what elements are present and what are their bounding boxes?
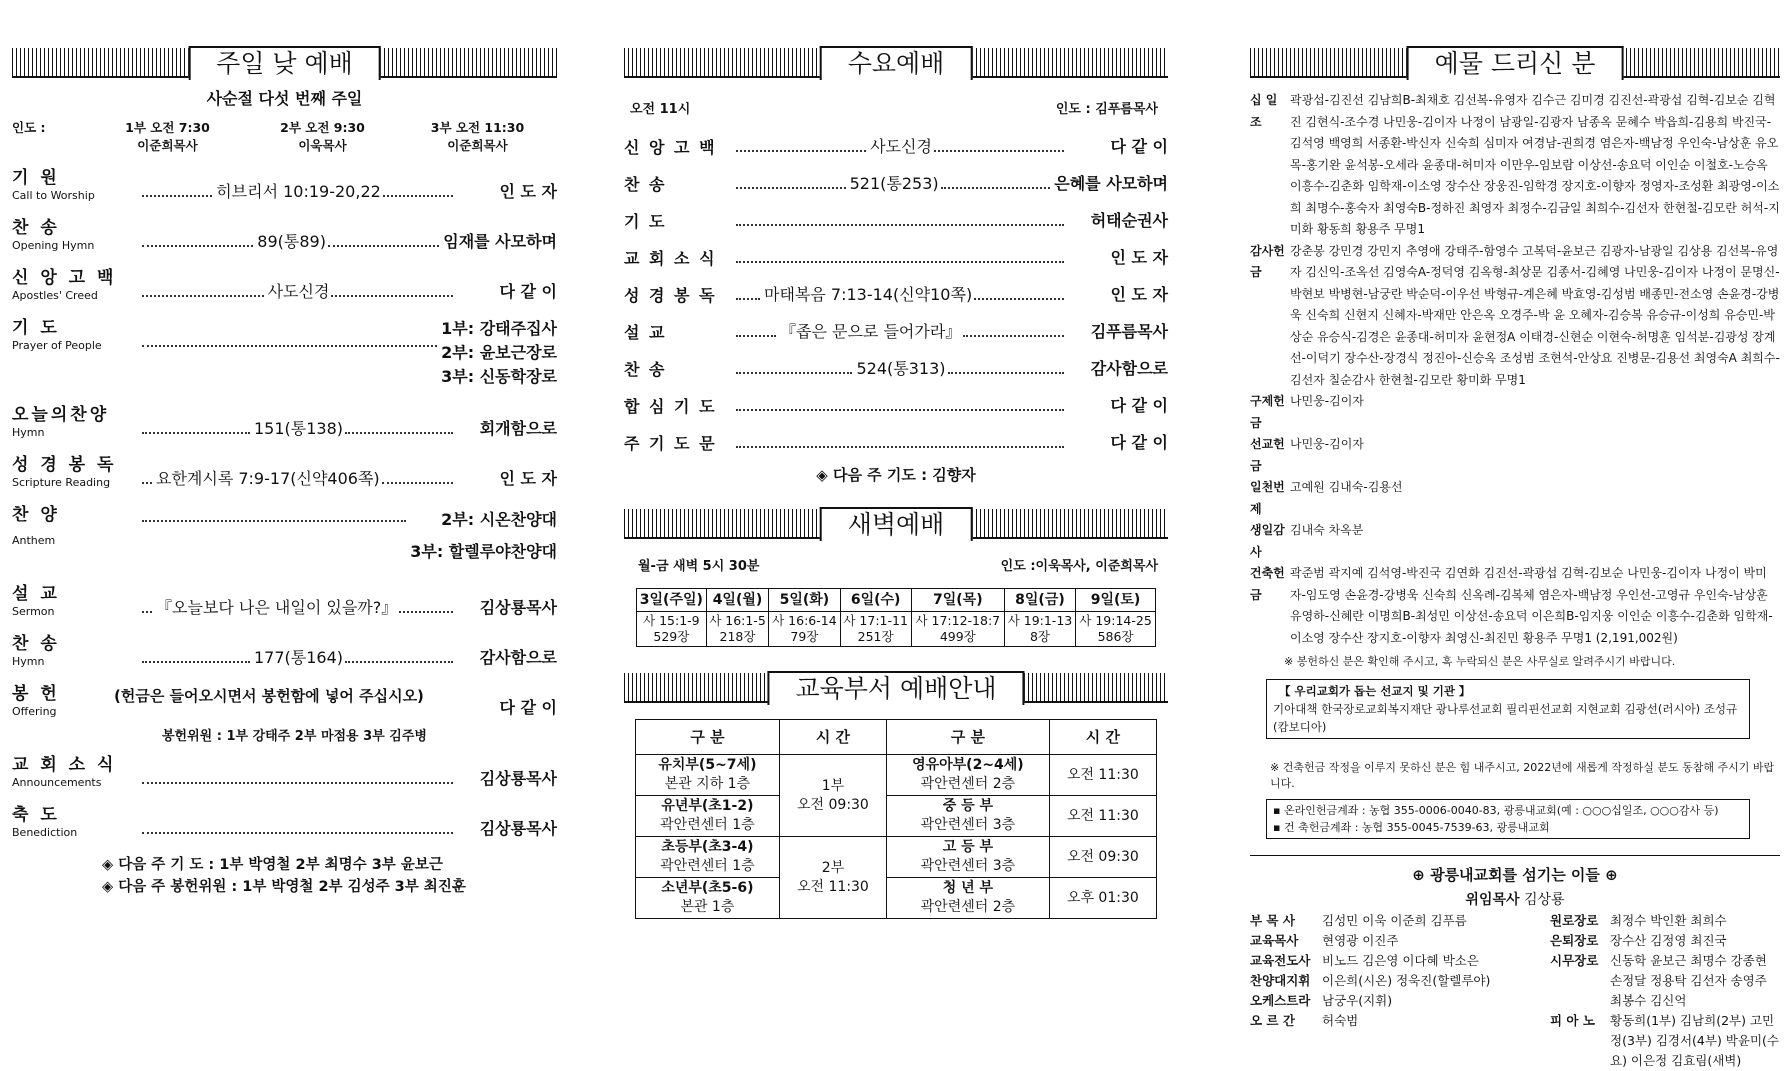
wed-item-name: 찬 송 [624,360,667,379]
table-row [636,755,1157,796]
service-leader: 이준희목사 [137,138,198,153]
time-value: 오전 11:30 [1049,796,1156,837]
staff-row [1250,911,1550,931]
wed-item-name: 신 앙 고 백 [624,138,717,157]
dept-cell [887,755,1050,796]
prayer-leader: 2부: 윤보근장로 [441,343,557,362]
column-header: 시 간 [1049,720,1156,755]
offering-label: 십 일 조 [1250,93,1278,129]
wed-item [624,417,1168,454]
staff-row [1550,951,1780,1011]
wed-item [624,158,1168,195]
wed-item [624,195,1168,232]
offering-group-thousand [1250,477,1780,520]
staff-row [1250,971,1550,991]
mission-list: 기아대책 한국장로교회복지재단 광나루선교회 필리핀선교회 지현교회 김광선(러시아) 조성규(캄보디아) [1273,702,1738,734]
dawn-schedule-table [636,588,1156,647]
staff-names: 황동희(1부) 김남희(2부) 고민정(3부) 김경서(4부) 박윤미(수요) 이은정 김효림(새벽) [1610,1013,1779,1068]
dept-cell [887,878,1050,919]
staff-names: 신동학 윤보근 최명수 강종현 손정달 정용탁 김선자 송영주 최봉수 김신억 [1610,953,1767,1008]
order-item-offering [12,683,557,719]
order-name: 기 원 [12,168,60,188]
time-value: 오전 09:30 [797,796,869,813]
order-item-sermon [12,583,557,619]
order-leader: 다 같 이 [499,282,558,301]
order-name: 신 앙 고 백 [12,268,117,288]
dawn-cell [1076,612,1156,647]
dept-place: 곽안련센터 2층 [920,776,1016,792]
weekday-section [624,46,1168,919]
offering-group-thanks [1250,241,1780,392]
dawn-cell [769,612,840,647]
time-cell [779,837,886,919]
offering-label: 선교헌금 [1250,437,1285,473]
order-leader: 임재를 사모하며 [443,232,557,251]
dawn-hymn: 529장 [653,629,690,644]
time-value: 오전 09:30 [1049,837,1156,878]
dept-name: 고 등 부 [942,839,994,855]
order-item-announcements [12,754,557,790]
time-cell [779,755,886,837]
anthem-choirs [410,504,557,569]
dept-name: 영유아부(2~4세) [912,757,1024,773]
dept-cell [636,755,780,796]
anthem-choir: 3부: 할렐루야찬양대 [410,542,557,561]
dept-name: 청 년 부 [942,880,994,896]
staff-role: 시무장로 [1550,953,1599,968]
offering-names: 곽준범 곽지예 김석영-박진국 김연화 김진선-곽광섭 김혁-김보순 나민웅-김이자 나정이 박미자-임도영 손윤경-강병욱 신숙희 신옥례-김복체 염은자-백남정 우인선-고영규 우인숙-남상훈 유영하-신혜란 이명희B-최성민 이상선-송요덕 이은희B-임지웅 이인순 이흥수-김춘화 임학재-이소영 장수산 장지호-이향자 최영신-최진민 황용주 무명1 (2,191,002원) [1290,566,1773,645]
offering-label: 생일감사 [1250,523,1285,559]
wednesday-info [630,98,1158,117]
offering-label: 건축헌금 [1250,566,1285,602]
dawn-text: 사 16:6-14 [772,613,837,628]
education-table [635,719,1157,919]
order-leader: 김상룡목사 [479,769,557,788]
order-item-hymn-2 [12,633,557,669]
staff-role: 부 목 사 [1250,913,1295,928]
order-content: 요한계시록 7:9-17(신약406쪽) [156,469,380,488]
dawn-leader: 인도 :이욱목사, 이준희목사 [1000,559,1158,574]
wed-item-content: 마태복음 7:13-14(신약10쪽) [764,285,973,304]
dept-name: 소년부(초5-6) [661,880,754,896]
mission-title: 【 우리교회가 돕는 선교지 및 기관 】 [1279,684,1471,698]
dawn-hymn: 586장 [1097,629,1134,644]
column-header: 구 분 [636,720,780,755]
wed-item-leader: 은혜를 사모하며 [1054,174,1169,193]
staff-names: 최정수 박인환 최희수 [1610,913,1727,928]
order-name-en: Hymn [12,426,45,439]
service-3 [400,119,555,155]
column-header: 시 간 [779,720,886,755]
offerings-section [1250,46,1780,1071]
column-header: 구 분 [887,720,1050,755]
time-value: 오후 01:30 [1049,878,1156,919]
dawn-day: 3일(주일) [637,589,707,612]
wed-item [624,269,1168,306]
dawn-day: 6일(수) [840,589,911,612]
staff-row [1550,931,1780,951]
wed-item-leader: 다 같 이 [1110,137,1169,156]
staff-row [1550,911,1780,931]
order-leader: 다 같 이 [499,698,557,717]
order-name-en: Call to Worship [12,189,95,202]
dawn-cell [911,612,1004,647]
order-name-en: Anthem [12,534,56,547]
sunday-title: 주일 낮 예배 [188,46,381,80]
offering-names: 김내숙 차옥분 [1290,523,1364,537]
staff-names: 장수산 김정영 최진국 [1610,933,1727,948]
offering-names: 나민웅-김이자 [1290,437,1364,451]
order-name-en: Benediction [12,826,78,839]
wed-sermon-title: 『좁은 문으로 들어가라』 [780,322,962,341]
wed-item [624,306,1168,343]
table-row [636,878,1157,919]
wednesday-header [624,46,1168,80]
order-item-prayer [12,317,557,390]
wed-item-leader: 다 같 이 [1110,396,1168,415]
order-leader: 감사함으로 [479,648,557,667]
prayer-leader: 1부: 강태주집사 [441,319,557,338]
order-name-en: Scripture Reading [12,476,111,489]
dawn-hymn: 8장 [1029,629,1050,644]
table-row [637,589,1156,612]
dept-cell [887,837,1050,878]
wednesday-time: 오전 11시 [630,102,691,117]
offering-names: 고예원 김내숙-김용선 [1290,480,1403,494]
order-leader: 인 도 자 [499,469,557,488]
wed-item [624,121,1168,158]
offering-names: 강춘봉 강민경 강민지 추영애 강태주-함영수 고복덕-윤보근 김광자-남광일 김상용 김선복-유영자 김신익-조옥선 김영숙A-정덕영 김옥형-최상문 김종서-김혜영 나민웅-김이자 나정이 문명신-박현보 박병현-남궁란 박순덕-이우선 박형규-계은혜 박효영-김성범 배종민-전소영 손윤경-강병욱 신숙희 신현지 신혜자-박재만 안은옥 오경주-박 윤 오혜자-김승복 유승규-이성희 유승민-박상순 유승식-김경은 윤종대-허미자 윤현정A 이태경-신현순 이현숙-허명훈 임석분-김광성 장계선-이덕기 장수산-장경식 정진아-신승옥 조성범 조현석-안상요 진병문-김용선 최영숙A 최희수-김선자 칠순감사 한현철-김모란 황미화 무명1 [1290,243,1780,387]
offering-group-birthday [1250,520,1780,563]
time-part: 2부 [821,859,845,876]
dept-name: 유치부(5~7세) [658,757,757,773]
staff-row [1250,1011,1550,1031]
staff-title: ⊕ 광릉내교회를 섬기는 이들 ⊕ [1250,855,1780,885]
wed-item-leader: 허태순권사 [1090,211,1168,230]
order-name: 교 회 소 식 [12,755,117,775]
dept-cell [636,878,780,919]
order-item-opening-hymn [12,217,557,253]
order-item-benediction [12,804,557,840]
senior-pastor [1250,889,1780,909]
wed-item-leader: 인 도 자 [1110,248,1168,267]
staff-role: 찬양대지휘 [1250,973,1311,988]
service-1 [90,119,245,155]
dawn-info [638,555,1158,574]
order-content: 89(통89) [257,232,326,251]
order-leader: 인 도 자 [499,182,558,201]
dawn-hymn: 251장 [857,629,894,644]
offering-label: 감사헌금 [1250,243,1285,279]
staff-row [1250,951,1550,971]
order-name-en: Announcements [12,776,102,789]
offering-names: 곽광섭-김진선 김남희B-최채호 김선복-유영자 김수근 김미경 김진선-곽광섭 김혁-김보순 김혁진 김현식-조수경 나민웅-김이자 나정이 남광일-김광자 남종옥 문혜수 박읍희-김용희 박진국-김석영 백영희 서종환-박신자 신숙희 심미자 여경남-권희경 염은자-백남정 우인숙-남상훈 유오목-홍기완 윤석봉-오세라 윤종대-허미자 이만우-임보람 이상선-송요덕 이인순 이철호-노승옥 이흥수-김춘화 임학재-이소영 장수산 장웅진-임학경 장지호-이향자 정영자-조성환 최광영-이소희 최명수-홍숙자 최영숙B-정하진 최영자 최정수-김금일 최희수-김선자 한현철-김모란 허석-지미화 황동희 황용주 무명1 [1290,93,1780,236]
wed-item-name: 설 교 [624,323,667,342]
dawn-hymn: 218장 [719,629,756,644]
staff-role: 교육전도사 [1250,953,1311,968]
wed-item [624,232,1168,269]
wed-item-name: 주 기 도 문 [624,434,717,453]
senior-pastor-name: 김상룡 [1523,892,1565,908]
dawn-day: 7일(목) [911,589,1004,612]
staff-names: 현영광 이진주 [1322,933,1399,948]
wed-item-name: 기 도 [624,212,667,231]
order-name: 성 경 봉 독 [12,455,117,475]
service-2 [245,119,400,155]
service-time: 2부 오전 9:30 [280,120,365,135]
accounts-box [1266,799,1750,839]
wed-item-name: 교 회 소 식 [624,249,717,268]
wednesday-order [624,121,1168,454]
anthem-choir: 2부: 시온찬양대 [441,510,557,529]
time-value: 오전 11:30 [797,878,869,895]
wed-item-leader: 인 도 자 [1110,285,1168,304]
offering-group-mission [1250,434,1780,477]
order-content: 히브리서 10:19-20,22 [216,182,381,201]
dept-cell [636,837,780,878]
dawn-text: 사 17:1-11 [843,613,908,628]
service-leader: 이욱목사 [298,138,347,153]
order-name: 설 교 [12,584,60,604]
dawn-text: 사 17:12-18:7 [915,613,1001,628]
education-title: 교육부서 예배안내 [767,671,1024,705]
staff-role: 피 아 노 [1550,1013,1595,1028]
next-offering: ◈ 다음 주 봉헌위원 : 1부 박영철 2부 김성주 3부 최진훈 [102,879,466,895]
wed-item [624,343,1168,380]
building-account: ▪ 건 축헌금계좌 : 농협 355-0045-7539-63, 광릉내교회 [1273,821,1550,834]
staff-role: 교육목사 [1250,933,1299,948]
dawn-header [624,507,1168,541]
order-name: 오늘의찬양 [12,405,110,425]
order-name-en: Sermon [12,605,55,618]
senior-pastor-label: 위임목사 [1465,892,1520,908]
wed-item-content: 사도신경 [870,137,932,156]
dawn-day: 4일(월) [706,589,769,612]
next-week-info [102,854,557,898]
wed-item [624,380,1168,417]
staff-role: 은퇴장로 [1550,933,1599,948]
dawn-day: 9일(토) [1076,589,1156,612]
dawn-day: 5일(화) [769,589,840,612]
order-name-en: Hymn [12,655,45,668]
dept-place: 곽안련센터 3층 [920,817,1016,833]
offering-instruction: (헌금은 들어오시면서 봉헌함에 넣어 주십시오) [114,687,424,705]
staff-role: 오케스트라 [1250,993,1311,1008]
staff-col-left [1250,911,1550,1071]
dept-place: 본관 지하 1층 [664,776,751,792]
dawn-cell [840,612,911,647]
order-item-creed [12,267,557,303]
order-name: 기 도 [12,318,60,338]
offering-group-relief [1250,391,1780,434]
offering-group-tithe [1250,90,1780,241]
staff-names: 비노드 김은영 이다혜 박소은 [1322,953,1479,968]
order-content: 사도신경 [267,282,330,301]
dept-place: 본관 1층 [680,899,735,915]
wednesday-leader: 인도 : 김푸름목사 [1055,102,1158,117]
time-part: 1부 [821,777,845,794]
dept-name: 유년부(초1-2) [661,798,754,814]
table-row [637,612,1156,647]
service-time: 1부 오전 7:30 [125,120,210,135]
sunday-subtitle: 사순절 다섯 번째 주일 [206,89,363,108]
order-content: 177(통164) [253,648,344,667]
order-name-en: Apostles' Creed [12,289,98,302]
dawn-time: 월-금 새벽 5시 30분 [638,559,760,574]
dept-name: 중 등 부 [942,798,994,814]
wed-item-name: 성 경 봉 독 [624,286,717,305]
wed-next-prayer: ◈ 다음 주 기도 : 김향자 [816,466,976,484]
offering-names: 나민웅-김이자 [1290,394,1364,408]
staff-names: 허숙범 [1322,1013,1359,1028]
order-item-scripture [12,454,557,490]
wed-item-name: 찬 송 [624,175,667,194]
dept-cell [887,796,1050,837]
dept-cell [636,796,780,837]
order-item-invocation [12,167,557,203]
dawn-hymn: 79장 [790,629,819,644]
prayer-leader: 3부: 신동학장로 [441,367,557,386]
check-note: ※ 봉헌하신 분은 확인해 주시고, 혹 누락되신 분은 사무실로 알려주시기 바랍니다. [1284,655,1676,668]
staff-list [1250,911,1780,1071]
order-name: 찬 송 [12,218,60,238]
offering-label: 구제헌금 [1250,394,1285,430]
dept-place: 곽안련센터 2층 [920,899,1016,915]
dawn-text: 사 19:1-13 [1007,613,1073,628]
service-leaders [12,119,557,155]
dept-name: 초등부(초3-4) [661,839,754,855]
service-leader: 이준희목사 [447,138,508,153]
staff-row [1550,1011,1780,1071]
order-name-en: Offering [12,705,57,718]
staff-names: 김성민 이욱 이준희 김푸름 [1322,913,1467,928]
dawn-cell [1004,612,1075,647]
order-name-en: Opening Hymn [12,239,95,252]
wed-item-leader: 다 같 이 [1110,433,1168,452]
offering-group-building [1250,563,1780,649]
dawn-hymn: 499장 [939,629,976,644]
staff-names: 남궁우(지휘) [1322,993,1393,1008]
order-name: 축 도 [12,805,60,825]
wed-item-content: 521(통253) [849,174,939,193]
order-item-hymn [12,404,557,440]
wed-item-content: 524(통313) [856,359,946,378]
dept-place: 곽안련센터 3층 [920,858,1016,874]
dawn-text: 사 19:14-25 [1079,613,1152,628]
order-leader: 회개함으로 [479,419,557,438]
order-name: 찬 송 [12,634,60,654]
dawn-cell [706,612,769,647]
service-time: 3부 오전 11:30 [430,120,525,135]
dawn-text: 사 15:1-9 [643,613,700,628]
staff-row [1250,991,1550,1011]
offering-committee: 봉헌위원 : 1부 강태주 2부 마점용 3부 김주병 [162,729,427,744]
offerings-title: 예물 드리신 분 [1407,46,1624,80]
order-name: 찬 양 [12,505,60,525]
education-header [624,671,1168,705]
table-row [636,837,1157,878]
staff-names: 이은희(시온) 정욱진(할렐루야) [1322,973,1491,988]
staff-role: 오 르 간 [1250,1013,1295,1028]
wed-item-name: 합 심 기 도 [624,397,717,416]
prayer-leaders [441,317,557,390]
sermon-title: 『오늘보다 나은 내일이 있을까?』 [156,598,398,617]
wed-item-leader: 감사함으로 [1090,359,1168,378]
offerings-header [1250,46,1780,80]
staff-role: 원로장로 [1550,913,1599,928]
sunday-service-section [12,46,557,898]
wed-item-leader: 김푸름목사 [1090,322,1168,341]
dept-place: 곽안련센터 1층 [660,817,755,833]
dawn-title: 새벽예배 [820,507,973,541]
wednesday-title: 수요예배 [820,46,973,80]
order-item-anthem [12,504,557,569]
dawn-cell [637,612,707,647]
table-row [636,796,1157,837]
staff-col-right [1550,911,1780,1071]
next-prayer: ◈ 다음 주 기 도 : 1부 박영철 2부 최명수 3부 윤보근 [102,857,443,873]
order-leader: 김상룡목사 [479,819,557,838]
building-note: ※ 건축헌금 작정을 이루지 못하신 분은 힘 내주시고, 2022년에 새롭게 작정하실 분도 동참해 주시기 바랍니다. [1270,761,1775,790]
table-header-row [636,720,1157,755]
order-leader: 김상룡목사 [479,598,557,617]
dawn-text: 사 16:1-5 [709,613,766,628]
mission-box [1266,679,1750,739]
online-account: ▪ 온라인헌금계좌 : 농협 355-0006-0040-83, 광릉내교회(예 : ○○○십일조, ○○○감사 등) [1273,804,1719,817]
staff-row [1250,931,1550,951]
leader-label: 인도 : [12,120,46,135]
order-name: 봉 헌 [12,684,60,704]
offering-label: 일천번제 [1250,480,1285,516]
time-value: 오전 11:30 [1049,755,1156,796]
sunday-header [12,46,557,80]
order-content: 151(통138) [253,419,344,438]
order-name-en: Prayer of People [12,339,102,352]
dept-place: 곽안련센터 1층 [660,858,755,874]
dawn-day: 8일(금) [1004,589,1075,612]
